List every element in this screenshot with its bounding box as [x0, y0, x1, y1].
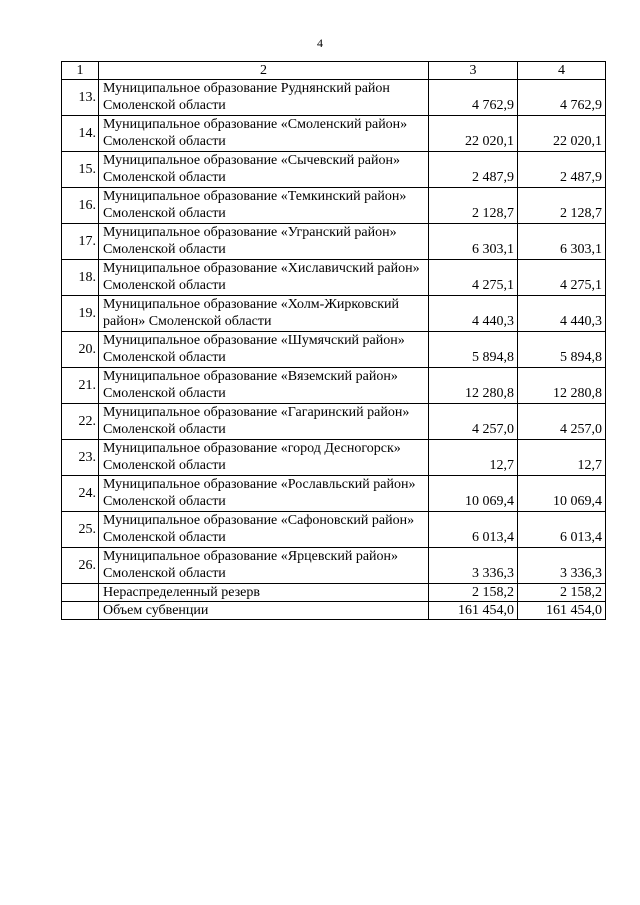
- row-number: 23.: [62, 440, 99, 476]
- row-number: 20.: [62, 332, 99, 368]
- value-col-4: 12,7: [518, 440, 606, 476]
- value-col-4: 4 440,3: [518, 296, 606, 332]
- municipality-name: Муниципальное образование «Темкинский район» Смоленской области: [99, 188, 429, 224]
- value-col-4: 10 069,4: [518, 476, 606, 512]
- row-number: 24.: [62, 476, 99, 512]
- table-row: [62, 512, 606, 548]
- row-number-empty: [62, 602, 99, 620]
- table-row: [62, 404, 606, 440]
- value-col-4: 22 020,1: [518, 116, 606, 152]
- row-number: 26.: [62, 548, 99, 584]
- header-col-3: 3: [429, 62, 518, 80]
- row-number: 21.: [62, 368, 99, 404]
- row-number: 25.: [62, 512, 99, 548]
- page-number: 4: [317, 36, 323, 50]
- value-col-3: 3 336,3: [429, 548, 518, 584]
- value-col-4: 2 128,7: [518, 188, 606, 224]
- reserve-row: [62, 584, 606, 602]
- table-row: [62, 188, 606, 224]
- row-number: 14.: [62, 116, 99, 152]
- municipality-name: Муниципальное образование «Угранский район» Смоленской области: [99, 224, 429, 260]
- municipality-name: Муниципальное образование «Хиславичский район» Смоленской области: [99, 260, 429, 296]
- row-number: 22.: [62, 404, 99, 440]
- header-col-4: 4: [518, 62, 606, 80]
- value-col-3: 12,7: [429, 440, 518, 476]
- total-value-col-4: 161 454,0: [518, 602, 606, 620]
- value-col-3: 4 257,0: [429, 404, 518, 440]
- value-col-3: 22 020,1: [429, 116, 518, 152]
- value-col-3: 4 275,1: [429, 260, 518, 296]
- table-row: [62, 152, 606, 188]
- municipality-name: Муниципальное образование «Холм-Жирковский район» Смоленской области: [99, 296, 429, 332]
- total-row: [62, 602, 606, 620]
- total-label: Объем субвенции: [99, 602, 429, 620]
- table-row: [62, 80, 606, 116]
- value-col-3: 5 894,8: [429, 332, 518, 368]
- table-row: [62, 116, 606, 152]
- value-col-4: 6 013,4: [518, 512, 606, 548]
- value-col-3: 6 013,4: [429, 512, 518, 548]
- subvention-table: [61, 61, 606, 620]
- row-number: 13.: [62, 80, 99, 116]
- municipality-name: Муниципальное образование «Шумячский район» Смоленской области: [99, 332, 429, 368]
- header-col-1: 1: [62, 62, 99, 80]
- value-col-3: 4 762,9: [429, 80, 518, 116]
- table-row: [62, 440, 606, 476]
- total-value-col-3: 161 454,0: [429, 602, 518, 620]
- table-header-row: [62, 62, 606, 80]
- municipality-name: Муниципальное образование «Смоленский район» Смоленской области: [99, 116, 429, 152]
- municipality-name: Муниципальное образование «Сафоновский район» Смоленской области: [99, 512, 429, 548]
- municipality-name: Муниципальное образование Руднянский район Смоленской области: [99, 80, 429, 116]
- municipality-name: Муниципальное образование «Рославльский район» Смоленской области: [99, 476, 429, 512]
- reserve-label: Нераспределенный резерв: [99, 584, 429, 602]
- municipality-name: Муниципальное образование «Ярцевский район» Смоленской области: [99, 548, 429, 584]
- value-col-3: 6 303,1: [429, 224, 518, 260]
- table-row: [62, 260, 606, 296]
- municipality-name: Муниципальное образование «город Десногорск» Смоленской области: [99, 440, 429, 476]
- value-col-4: 12 280,8: [518, 368, 606, 404]
- reserve-value-col-3: 2 158,2: [429, 584, 518, 602]
- municipality-name: Муниципальное образование «Гагаринский район» Смоленской области: [99, 404, 429, 440]
- row-number: 19.: [62, 296, 99, 332]
- row-number: 15.: [62, 152, 99, 188]
- value-col-4: 4 762,9: [518, 80, 606, 116]
- municipality-name: Муниципальное образование «Сычевский район» Смоленской области: [99, 152, 429, 188]
- table-row: [62, 548, 606, 584]
- value-col-4: 4 257,0: [518, 404, 606, 440]
- value-col-4: 3 336,3: [518, 548, 606, 584]
- value-col-3: 12 280,8: [429, 368, 518, 404]
- header-col-2: 2: [99, 62, 429, 80]
- value-col-3: 2 128,7: [429, 188, 518, 224]
- value-col-4: 5 894,8: [518, 332, 606, 368]
- table-row: [62, 368, 606, 404]
- value-col-3: 10 069,4: [429, 476, 518, 512]
- table-row: [62, 332, 606, 368]
- value-col-4: 6 303,1: [518, 224, 606, 260]
- municipality-name: Муниципальное образование «Вяземский район» Смоленской области: [99, 368, 429, 404]
- row-number: 16.: [62, 188, 99, 224]
- value-col-3: 4 440,3: [429, 296, 518, 332]
- row-number-empty: [62, 584, 99, 602]
- value-col-4: 4 275,1: [518, 260, 606, 296]
- row-number: 18.: [62, 260, 99, 296]
- value-col-3: 2 487,9: [429, 152, 518, 188]
- table-row: [62, 224, 606, 260]
- value-col-4: 2 487,9: [518, 152, 606, 188]
- table-row: [62, 476, 606, 512]
- table-row: [62, 296, 606, 332]
- reserve-value-col-4: 2 158,2: [518, 584, 606, 602]
- row-number: 17.: [62, 224, 99, 260]
